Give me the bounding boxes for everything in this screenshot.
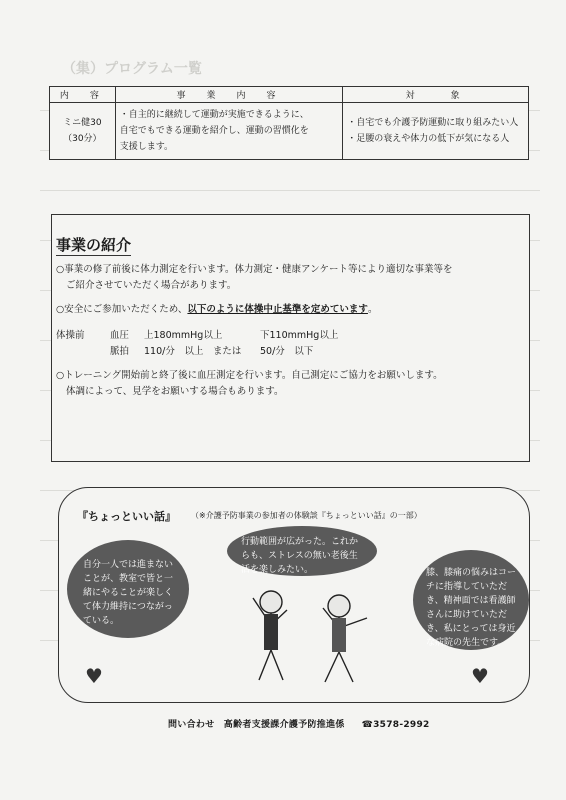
- program-name: ミニ健30 （30分）: [50, 103, 116, 160]
- speech-bubble-right: 膝、膝痛の悩みはコーチに指導していただき、精神面では看護師さんに助けていただき、私にとっては身近な病院の先生です。: [413, 550, 529, 650]
- speech-bubble-left: 自分一人では進まないことが、教室で皆と一緒にやることが楽しくて体力維持につながっている。: [67, 540, 189, 638]
- speech-bubble-center: 行動範囲が広がった。これからも、ストレスの無い老後生活を楽しみたい。: [227, 526, 377, 576]
- intro-title: 事業の紹介: [56, 236, 132, 254]
- intro-paragraph-3: ○トレーニング開始前と終了後に血圧測定を行います。自己測定にご協力をお願いします。: [56, 370, 443, 381]
- table-header-name: 内 容: [50, 87, 116, 103]
- bleed-through-title: （集）プログラム一覧: [62, 61, 202, 77]
- story-box: [58, 487, 530, 703]
- intro-paragraph-1b: ご紹介させていただく場合があります。: [66, 280, 237, 291]
- story-note: （※介護予防事業の参加者の体験談『ちょっといい話』の一部）: [191, 511, 422, 520]
- bp-upper: 上180mmHg以上: [144, 330, 223, 341]
- vitals-label: 体操前: [56, 330, 85, 341]
- program-target-item-2: ・足腰の衰えや体力の低下が気になる人: [347, 134, 510, 144]
- stop-criteria-emphasis: 以下のように体操中止基準を定めています: [187, 304, 368, 315]
- pulse-label: 脈拍: [110, 346, 130, 357]
- pulse-lower: 50/分 以下: [260, 346, 314, 357]
- program-target-item-1: ・自宅でも介護予防運動に取り組みたい人: [347, 118, 519, 128]
- vitals-criteria: [56, 328, 519, 360]
- contact-phone: ☎3578-2992: [361, 720, 430, 730]
- table-header-row: [50, 87, 529, 103]
- intro-paragraph-1: ○事業の修了前後に体力測定を行います。体力測定・健康アンケート等により適切な事業等を: [56, 264, 453, 275]
- story-title: 『ちょっといい話』: [77, 510, 176, 523]
- intro-paragraph-2: [56, 302, 519, 318]
- intro-box: [51, 214, 530, 462]
- pulse-upper: 110/分 以上 または: [144, 346, 242, 357]
- contact-footer: [168, 717, 430, 730]
- intro-paragraph-2c: 。: [367, 304, 378, 315]
- table-header-target: 対 象: [343, 87, 529, 103]
- program-content: ・自主的に継続して運動が実施できるように、 自宅でもできる運動を紹介し、運動の習慣化を 支援します。: [115, 103, 343, 160]
- contact-label: 問い合わせ 高齢者支援課介護予防推進係: [168, 720, 345, 730]
- exercising-seniors-illustration: [227, 580, 387, 688]
- bp-label: 血圧: [110, 330, 130, 341]
- bp-lower: 下110mmHg以上: [260, 330, 339, 341]
- heart-icon: ♥: [85, 664, 103, 688]
- table-header-content: 事 業 内 容: [115, 87, 343, 103]
- program-target: [343, 103, 529, 160]
- heart-icon: ♥: [471, 664, 489, 688]
- program-table: [49, 86, 529, 160]
- intro-paragraph-2a: ○安全にご参加いただくため、: [56, 304, 188, 315]
- intro-paragraph-3b: 体調によって、見学をお願いする場合もあります。: [66, 386, 284, 397]
- table-row: [50, 103, 529, 160]
